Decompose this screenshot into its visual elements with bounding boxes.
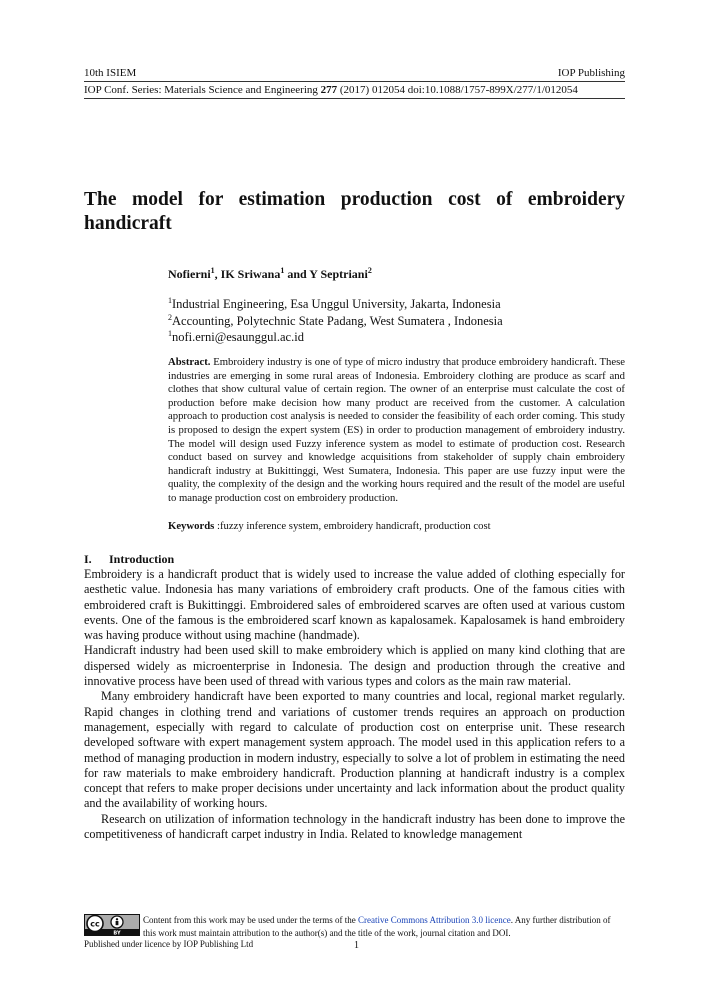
author-name: and Y Septriani xyxy=(284,267,368,281)
section-heading xyxy=(84,552,174,567)
section-title: Introduction xyxy=(109,552,175,566)
paragraph: Many embroidery handicraft have been exported to many countries and local, regional market regularly. Rapid changes in clothing trend and variations of customer trends requires an approach on production management, especially with regard to calculate of production cost on enterprise unit. These research developed software with expert management system approach. The model used in this application refers to a method of managing production in modern industry, especially to solve a lot of problem in estimating the need for raw materials to make embroidery handicraft. Production planning at handicraft industry is a complex concept that refers to make proper decisions under uncertainty and lack information about the product quality and the availability of working hours. xyxy=(84,689,625,811)
author-affil-mark: 2 xyxy=(367,266,372,275)
keywords xyxy=(168,520,625,532)
body-text xyxy=(84,567,625,842)
author-list xyxy=(168,266,372,282)
paragraph: Embroidery is a handicraft product that is widely used to increase the value added of clothing especially for aesthetic value. Indonesia has many variations of embroidery craft products. One of the famous cities with embroidered craft is Bukittinggi. Embroidered sales of embroidered scarves are often used at various custom events. One of the famous is the embroidered scarf known as kapalosamek. Kapalosamek is hand embroidery was having produce without using machine (handmade). xyxy=(84,567,625,643)
author-name: , IK Sriwana xyxy=(214,267,281,281)
paragraph: Handicraft industry had been used skill to make embroidery which is applied on many kind clothing that are dispersed widely as microenterprise in Indonesia. The design and production through the creative and innovative process have been used of thread with various types and colors as the main raw material. xyxy=(84,643,625,689)
section-number: I. xyxy=(84,552,92,566)
publisher-name: IOP Publishing xyxy=(557,67,625,79)
license-link[interactable]: Creative Commons Attribution 3.0 licence xyxy=(357,915,511,925)
author-affil-mark: 1 xyxy=(280,266,285,275)
header-rule-top xyxy=(84,81,625,82)
license-note: Content from this work may be used under the terms of the Creative Commons Attribution 3.0 licence. Any further distribution of this work must maintain attribution to the author(s) and the title of the work, journal citation and DOI. xyxy=(143,915,611,938)
volume-number: 277 xyxy=(320,84,338,96)
citation-text xyxy=(84,84,578,96)
affiliation-line: $^1$Industrial Engineering, Esa Unggul University, Jakarta, Indonesia xyxy=(168,296,501,312)
abstract xyxy=(168,356,625,506)
keywords-text: :fuzzy inference system, embroidery handicraft, production cost xyxy=(214,520,491,532)
affiliation-line: $^2$Accounting, Polytechnic State Padang, West Sumatera , Indonesia xyxy=(168,313,503,329)
abstract-label: Abstract. xyxy=(168,356,211,368)
author-name: Nofierni xyxy=(168,267,211,281)
published-line: Published under licence by IOP Publishing Ltd xyxy=(84,939,254,949)
keywords-label: Keywords xyxy=(168,520,215,532)
cc-symbol: cc xyxy=(90,919,100,929)
author-affil-mark: 1 xyxy=(210,266,215,275)
by-label: BY xyxy=(113,930,121,936)
header-rule-bottom xyxy=(84,98,625,99)
page-number: 1 xyxy=(354,940,359,951)
abstract-text: Embroidery industry is one of type of micro industry that produce embroidery handicraft. These industries are emerging in some rural areas of Indonesia. Embroidery clothing are produce as scarf and clothes that show cultural value of certain region. The owner of an enterprise must calculate the cost of production before make decision how many product are received from the customer. A calculation approach to production cost analysis is needed to consider the feasibility of each order coming. This study is proposed to design the expert system (ES) in order to production management of embroidery industry. The model will design used Fuzzy inference system as model to estimate of production cost. Research conduct based on survey and knowledge acquisitions from stakeholder of supply chain embroidery handicraft industry at Bukittinggi, West Sumatera, Indonesia. This paper are use fuzzy input were the quality, the complexity of the design and the working hours required and the result of the model are useful to manage production cost on embroidery production. xyxy=(168,356,625,504)
conference-name: 10th ISIEM xyxy=(84,67,137,79)
paper-title: The model for estimation production cost of embroidery handicraft xyxy=(84,189,625,234)
citation-rest: (2017) 012054 doi:10.1088/1757-899X/277/1/012054 xyxy=(337,84,578,96)
paragraph: Research on utilization of information technology in the handicraft industry has been done to improve the competitiveness of handicraft carpet industry in India. Related to knowledge management xyxy=(84,811,625,842)
series-prefix: IOP Conf. Series: Materials Science and Engineering xyxy=(84,84,321,96)
creative-commons-by-icon xyxy=(84,914,140,936)
author-email: $^1$nofi.erni@esaunggul.ac.id xyxy=(168,329,304,345)
